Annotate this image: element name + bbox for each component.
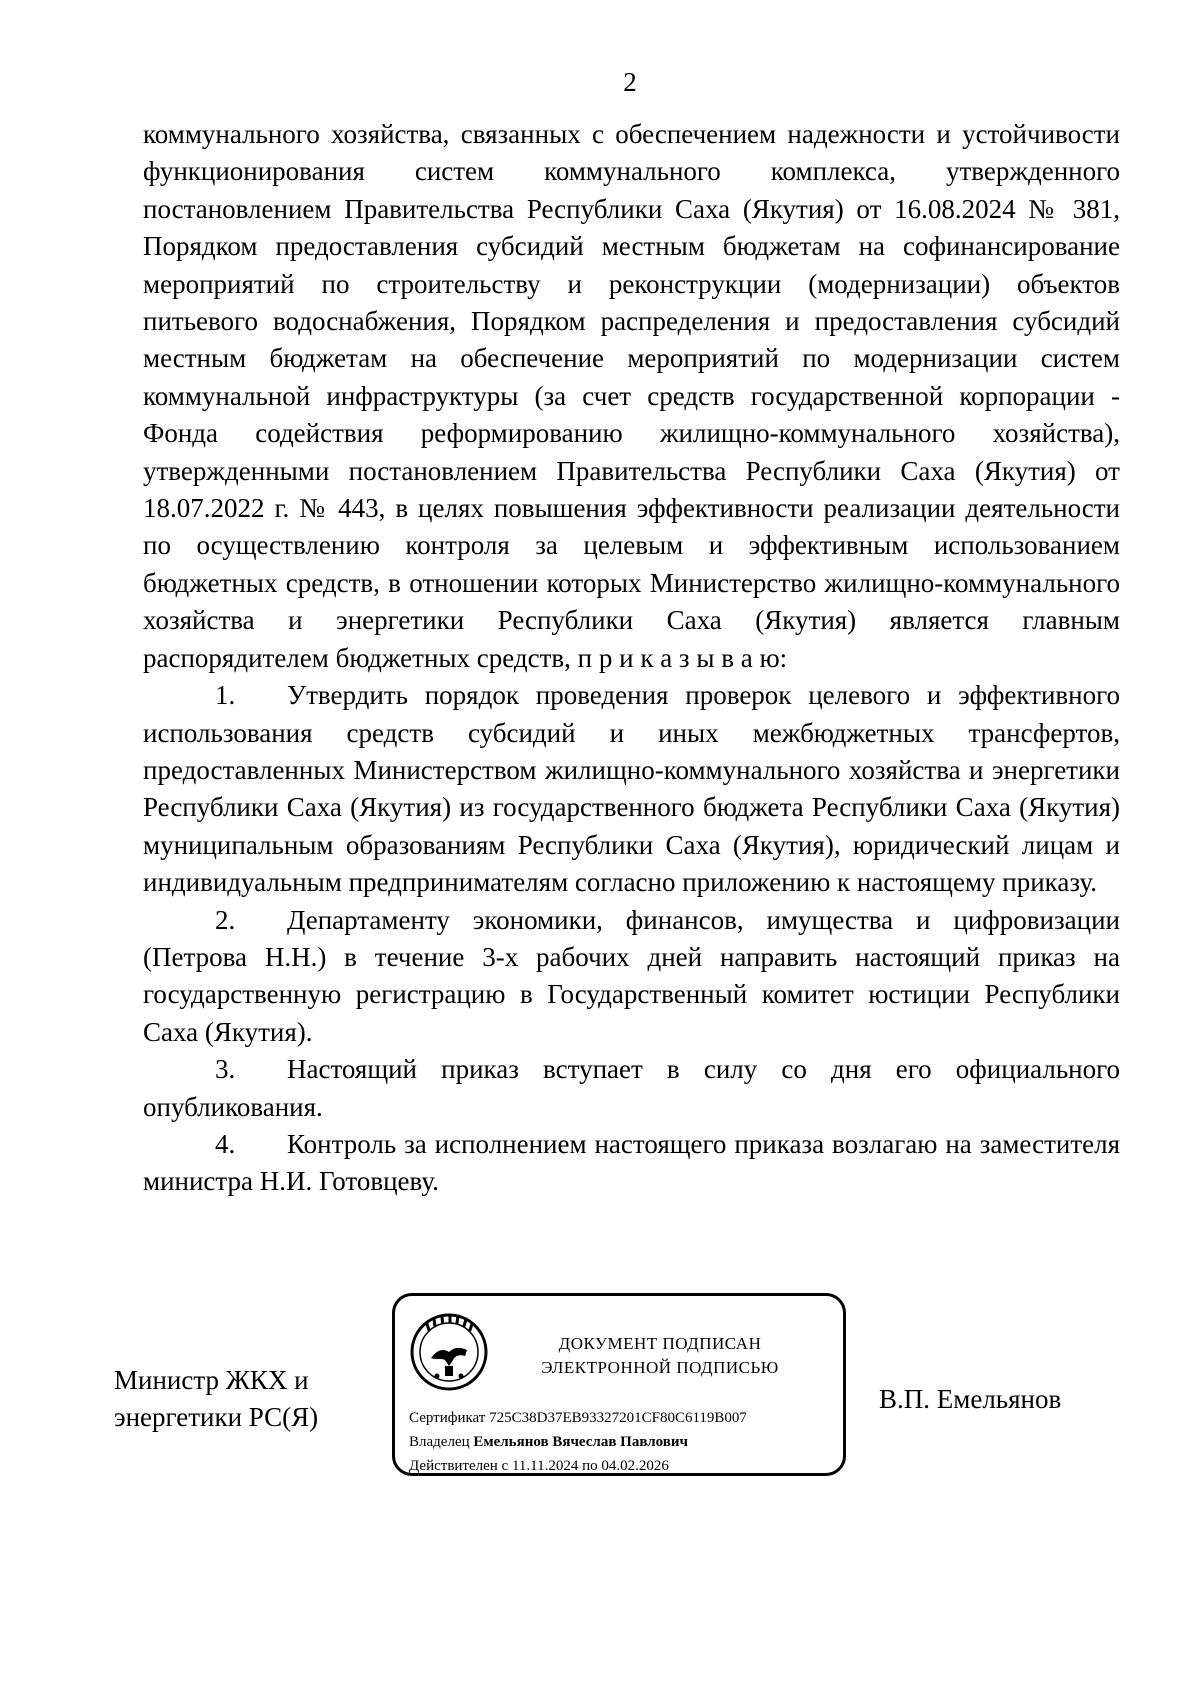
page-number: 2 (623, 67, 637, 97)
order-item-3 (143, 1051, 1120, 1126)
owner-value: Емельянов Вячеслав Павлович (473, 1434, 688, 1450)
order-item-number: 2. (215, 904, 236, 935)
signer-position-line: энергетики РС(Я) (114, 1402, 319, 1432)
order-item-text: Утвердить порядок проведения проверок целевого и эффективного использования средств субсидий и иных межбюджетных трансфертов, предоставленных Министерством жилищно-коммунального хозяйства и энергетики Республики Саха (Якутия) из государственного бюджета Республики Саха (Якутия) муниципальным образованиям Республики Саха (Якутия), юридический лицам и индивидуальным предпринимателям согласно приложению к настоящему приказу. (143, 680, 1120, 898)
coat-of-arms-emblem-icon (407, 1310, 491, 1394)
order-item-text: Настоящий приказ вступает в силу со дня его официального опубликования. (143, 1054, 1120, 1122)
stamp-title (505, 1332, 815, 1380)
order-item-4 (143, 1126, 1120, 1201)
order-item-number: 3. (215, 1054, 236, 1085)
certificate-label: Сертификат (409, 1410, 486, 1426)
signer-position (114, 1362, 318, 1436)
intro-paragraph: коммунального хозяйства, связанных с обеспечением надежности и устойчивости функционирования систем коммунального комплекса, утвержденного постановлением Правительства Республики Саха (Якутия) от 16.08.2024 № 381, Порядком предоставления субсидий местным бюджетам на софинансирование мероприятий по строительству и реконструкции (модернизации) объектов питьевого водоснабжения, Порядком распределения и предоставления субсидий местным бюджетам на обеспечение мероприятий по модернизации систем коммунальной инфраструктуры (за счет средств государственной корпорации - Фонда содействия реформированию жилищно-коммунального хозяйства), утвержденными постановлением Правительства Республики Саха (Якутия) от 18.07.2022 г. № 443, в целях повышения эффективности реализации деятельности по осуществлению контроля за целевым и эффективным использованием бюджетных средств, в отношении которых Министерство жилищно-коммунального хозяйства и энергетики Республики Саха (Якутия) является главным распорядителем бюджетных средств, п р и к а з ы в а ю: (143, 119, 1120, 673)
stamp-owner (409, 1432, 688, 1452)
valid-label: Действителен с (409, 1458, 509, 1474)
stamp-validity (409, 1456, 669, 1476)
certificate-value: 725C38D37EB93327201CF80C6119B007 (489, 1410, 747, 1426)
owner-label: Владелец (409, 1434, 470, 1450)
order-item-text: Департаменту экономики, финансов, имущества и цифровизации (Петрова Н.Н.) в течение 3-х рабочих дней направить настоящий приказ на государственную регистрацию в Государственный комитет юстиции Республики Саха (Якутия). (143, 904, 1120, 1047)
stamp-title-line: ДОКУМЕНТ ПОДПИСАН (558, 1334, 762, 1353)
stamp-certificate (409, 1408, 747, 1428)
electronic-signature-stamp (392, 1293, 846, 1476)
stamp-title-line: ЭЛЕКТРОННОЙ ПОДПИСЬЮ (541, 1358, 779, 1377)
valid-from: 11.11.2024 (511, 1458, 579, 1474)
order-item-2 (143, 902, 1120, 1052)
document-body (143, 116, 1120, 1201)
valid-to-label: по (582, 1458, 598, 1474)
valid-to: 04.02.2026 (601, 1458, 669, 1474)
order-item-text: Контроль за исполнением настоящего приказа возлагаю на заместителя министра Н.И. Готовцеву. (143, 1128, 1120, 1197)
signer-name: В.П. Емельянов (879, 1384, 1062, 1414)
signer-position-line: Министр ЖКХ и (114, 1365, 309, 1395)
order-item-1 (143, 677, 1120, 901)
order-item-number: 1. (215, 680, 236, 711)
order-item-number: 4. (215, 1128, 236, 1159)
